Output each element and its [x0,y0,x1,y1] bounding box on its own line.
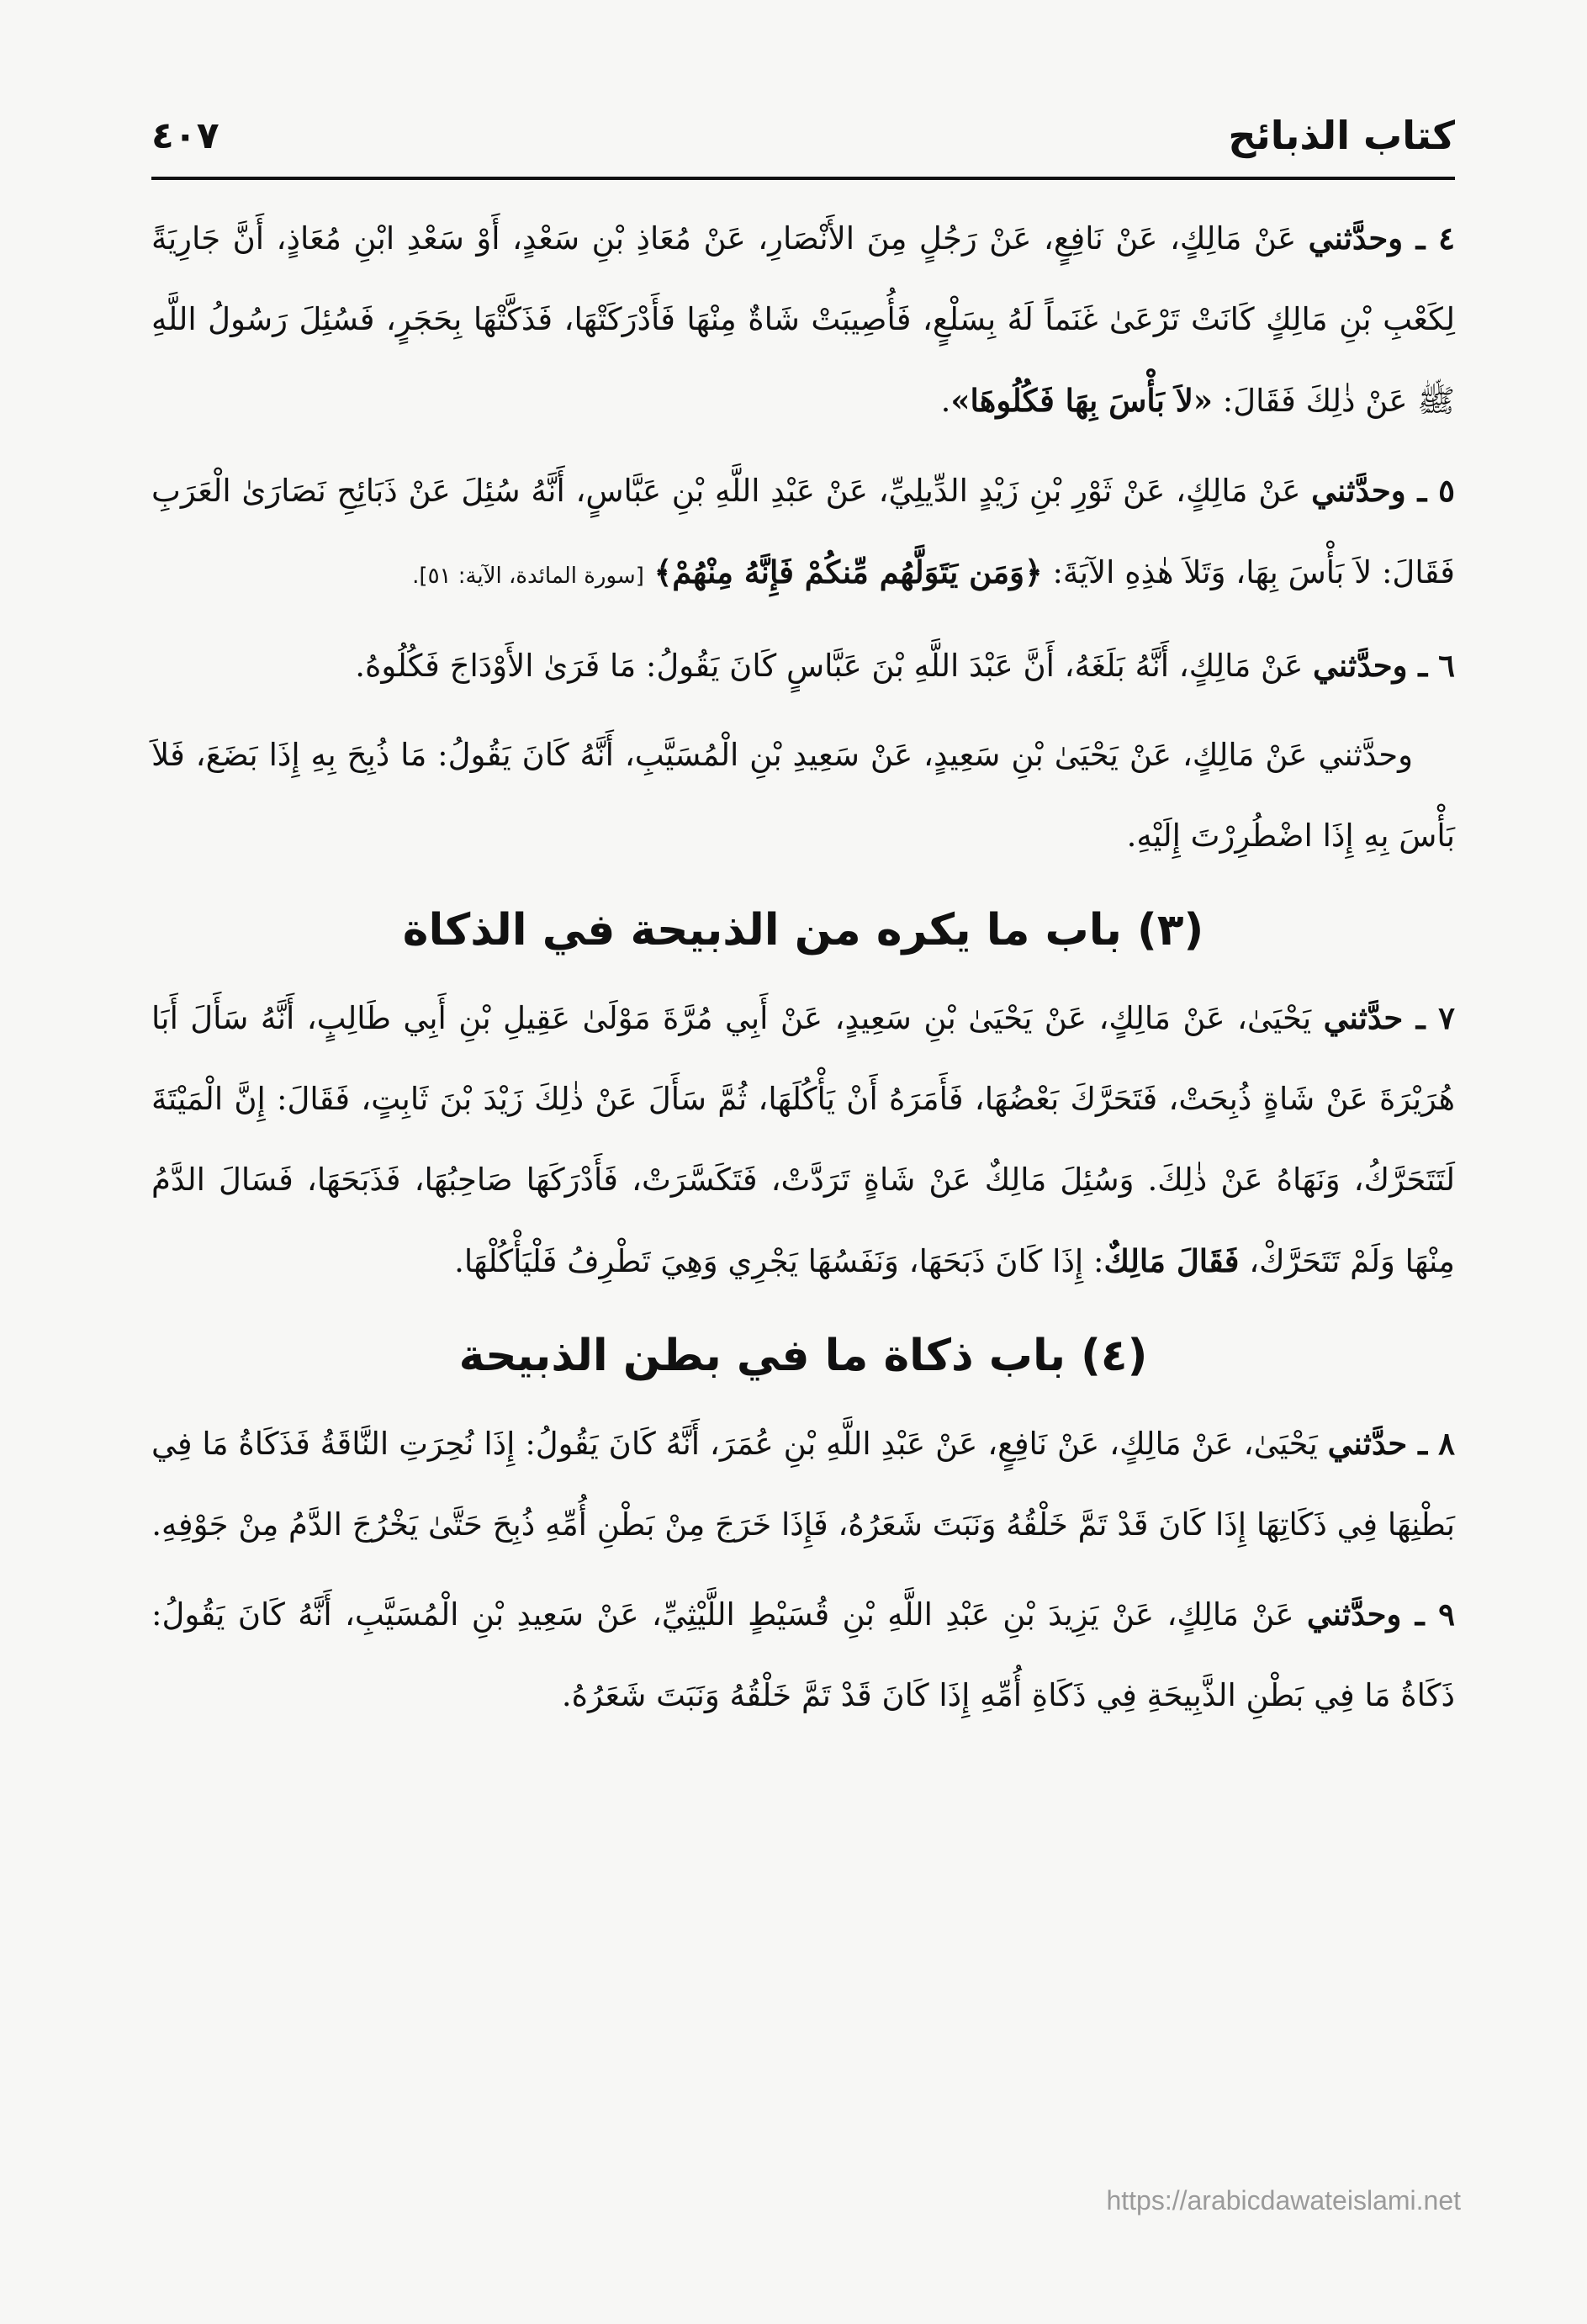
hadith-text: عَنْ مَالِكٍ، عَنْ ثَوْرِ بْنِ زَيْدٍ الدِّيلِيِّ، عَنْ عَبْدِ اللَّهِ بْنِ عَبَّاسٍ، أَنَّهُ سُئِلَ عَنْ ذَبَائِحِ نَصَارَىٰ الْعَرَبِ فَقَالَ: لاَ بَأْسَ بِهَا، وَتَلاَ هٰذِهِ الآيَةَ: [151,473,1455,590]
hadith-4 [151,198,1455,442]
athar-text: وحدَّثني عَنْ مَالِكٍ، عَنْ يَحْيَىٰ بْنِ سَعِيدٍ، عَنْ سَعِيدِ بْنِ الْمُسَيَّبِ، أَنَّهُ كَانَ يَقُولُ: مَا ذُبِحَ بِهِ إِذَا بَضَعَ، فَلاَ بَأْسَ بِهِ إِذَا اضْطُرِرْتَ إِلَيْهِ. [151,737,1455,854]
verse-reference: [سورة المائدة، الآية: ٥١]. [412,564,644,589]
chapter-heading-3: (٣) باب ما يكره من الذبيحة في الذكاة [402,905,1204,956]
header-rule [151,177,1455,180]
hadith-text: عَنْ مَالِكٍ، عَنْ يَزِيدَ بْنِ عَبْدِ اللَّهِ بْنِ قُسَيْطٍ اللَّيْثِيِّ، عَنْ سَعِيدِ بْنِ الْمُسَيَّبِ، أَنَّهُ كَانَ يَقُولُ: ذَكَاةُ مَا فِي بَطْنِ الذَّبِيحَةِ فِي ذَكَاةِ أُمِّهِ إِذَا كَانَ قَدْ تَمَّ خَلْقُهُ وَنَبَتَ شَعَرُهُ. [151,1596,1455,1713]
malik-said: فَقَالَ مَالِكٌ [1103,1242,1240,1279]
chapter-heading-4: (٤) باب ذكاة ما في بطن الذبيحة [458,1331,1148,1381]
hadith-lead: ٩ ـ وحدَّثني [1306,1596,1455,1633]
hadith-text: يَحْيَىٰ، عَنْ مَالِكٍ، عَنْ يَحْيَىٰ بْنِ سَعِيدٍ، عَنْ أَبِي مُرَّةَ مَوْلَىٰ عَقِيلِ بْنِ أَبِي طَالِبٍ، أَنَّهُ سَأَلَ أَبَا هُرَيْرَةَ عَنْ شَاةٍ ذُبِحَتْ، فَتَحَرَّكَ بَعْضُهَا، فَأَمَرَهُ أَنْ يَأْكُلَهَا، ثُمَّ سَأَلَ عَنْ ذٰلِكَ زَيْدَ بْنَ ثَابِتٍ، فَقَالَ: إِنَّ الْمَيْتَةَ لَتَتَحَرَّكُ، وَنَهَاهُ عَنْ ذٰلِكَ. وَسُئِلَ مَالِكٌ عَنْ شَاةٍ تَرَدَّتْ، فَتَكَسَّرَتْ، فَأَدْرَكَهَا صَاحِبُهَا، فَذَبَحَهَا، فَسَالَ الدَّمُ مِنْهَا وَلَمْ تَتَحَرَّكْ، [151,1000,1455,1279]
hadith-after: : إِذَا كَانَ ذَبَحَهَا، وَنَفَسُهَا يَجْرِي وَهِيَ تَطْرِفُ فَلْيَأْكُلْهَا. [454,1243,1104,1279]
page-body [151,198,1455,1744]
hadith-lead: ٥ ـ وحدَّثني [1311,472,1455,509]
running-head [151,109,1455,177]
watermark-url: https://arabicdawateislami.net [1106,2185,1461,2215]
hadith-text: عَنْ مَالِكٍ، عَنْ نَافِعٍ، عَنْ رَجُلٍ مِنَ الأَنْصَارِ، عَنْ مُعَاذِ بْنِ سَعْدٍ، أَوْ سَعْدِ ابْنِ مُعَاذٍ، أَنَّ جَارِيَةً لِكَعْبِ بْنِ مَالِكٍ كَانَتْ تَرْعَىٰ غَنَماً لَهُ بِسَلْعٍ، فَأُصِيبَتْ شَاةٌ مِنْهَا فَأَدْرَكَتْهَا، فَذَكَّتْهَا بِحَجَرٍ، فَسُئِلَ رَسُولُ اللَّهِ ﷺ عَنْ ذٰلِكَ فَقَالَ: [151,220,1455,419]
hadith-text: يَحْيَىٰ، عَنْ مَالِكٍ، عَنْ نَافِعٍ، عَنْ عَبْدِ اللَّهِ بْنِ عُمَرَ، أَنَّهُ كَانَ يَقُولُ: إِذَا نُحِرَتِ النَّاقَةُ فَذَكَاةُ مَا فِي بَطْنِهَا فِي ذَكَاتِهَا إِذَا كَانَ قَدْ تَمَّ خَلْقُهُ وَنَبَتَ شَعَرُهُ، فَإِذَا خَرَجَ مِنْ بَطْنِ أُمِّهِ ذُبِحَ حَتَّىٰ يَخْرُجَ الدَّمُ مِنْ جَوْفِهِ. [151,1426,1455,1543]
hadith-lead: ٤ ـ وحدَّثني [1308,220,1455,257]
hadith-9 [151,1574,1455,1736]
hadith-6 [151,625,1455,707]
quran-verse: ﴿وَمَن يَتَوَلَّهُم مِّنكُمْ فَإِنَّهُ مِنْهُمْ﴾ [653,553,1043,590]
hadith-text: عَنْ مَالِكٍ، أَنَّهُ بَلَغَهُ، أَنَّ عَبْدَ اللَّهِ بْنَ عَبَّاسٍ كَانَ يَقُولُ: مَا فَرَىٰ الأَوْدَاجَ فَكُلُوهُ. [355,648,1314,684]
hadith-lead: ٨ ـ حدَّثني [1327,1425,1456,1462]
hadith-after [644,554,654,590]
hadith-after: . [940,383,951,419]
hadith-7 [151,977,1455,1302]
hadith-lead: ٦ ـ وحدَّثني [1313,647,1455,684]
hadith-5 [151,450,1455,617]
page-number: ٤٠٧ [151,114,220,157]
hadith-lead: ٧ ـ حدَّثني [1323,999,1456,1036]
book-title: كتاب الذبائح [1228,113,1455,158]
athar-paragraph [151,715,1455,876]
hadith-quote: «لاَ بَأْسَ بِهَا فَكُلُوهَا» [950,382,1214,419]
hadith-8 [151,1403,1455,1565]
